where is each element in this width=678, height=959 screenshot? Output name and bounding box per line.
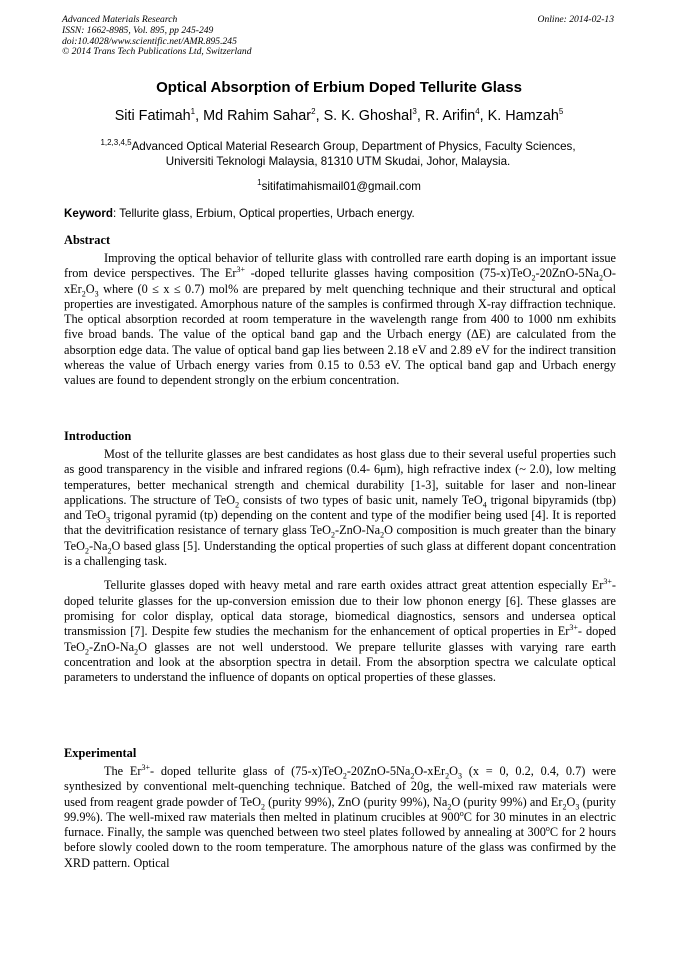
introduction-paragraph-1: Most of the tellurite glasses are best candidates as host glass due to their several useful properties such as good transparency in the visible and infrared regions (0.4- 6μm), high refractive index (~ 2.0), low melting temperatures, better mechanical strength and chemical durability [1-3], suitable for laser and non-linear applications. The structure of TeO$_2$ consists of two types of basic unit, namely TeO$_4$ trigonal bipyramids (tbp) and TeO$_3$ trigonal pyramid (tp) depending on the content and type of the modifier being used [4]. It is reported that the devitrification resistance of ternary glass $TeO_2-ZnO-Na_2O$ composition is much greater than the binary $TeO_2-Na_2O$ based glass [5]. Understanding the optical properties of such glass at different dopant concentration is a challenging task.	[64, 447, 616, 569]
author-name: Md Rahim Sahar	[203, 108, 312, 124]
online-date: Online: 2014-02-13	[537, 14, 614, 25]
issn-line: ISSN: 1662-8985, Vol. 895, pp 245-249	[62, 24, 214, 36]
author-sup: 2	[311, 107, 316, 117]
affiliation-line-1: Advanced Optical Material Research Group, Department of Physics, Faculty Sciences,	[131, 140, 576, 153]
experimental-paragraph: The $Er^{3+}-$ doped tellurite glass of $(75-x)TeO_2-20ZnO-5Na_2O-xEr_2O_3$ (x = 0, 0.2, 0.4, 0.7) were synthesized by conventional melt-quenching technique. Batched of 20g, the well-mixed raw materials were used from reagent grade powder of TeO$_2$ (purity 99%), ZnO (purity 99%), $Na_2O$ (purity 99%) and $Er_2O_3$ (purity 99.9%). The well-mixed raw materials then melted in platinum crucibles at 900$^o$C for 30 minutes in an electric furnace. Finally, the sample was quenched between two steel plates followed by annealing at 300$^o$C for 2 hours before slowly cooled down to the room temperature. The amorphous nature of the glass was confirmed by the XRD pattern. Optical	[64, 762, 617, 870]
keywords	[64, 207, 616, 220]
author-sup: 5	[558, 107, 564, 117]
author-list: Siti Fatimah$^1$, Md Rahim Sahar$^2$, S. K. Ghoshal$^3$, R. Arifin$^4$, K. Hamzah$^5$	[114, 107, 564, 124]
author-name: Siti Fatimah	[114, 108, 191, 124]
abstract-paragraph: Improving the optical behavior of tellurite glass with controlled rare earth doping is an important issue from device perspectives. The $Er^{3+}$ -doped tellurite glasses having composition $(75-x)TeO_2-20ZnO-5Na_2O-xEr_2O_3$ where (0 ≤ x ≤ 0.7) mol% are prepared by melt quenching technique and their structural and optical properties are investigated. Amorphous nature of the samples is confirmed through X-ray diffraction technique. The optical absorption recorded at room temperature in the wavelength range from 400 to 1000 nm exhibits five broad bands. The value of the optical band gap and the Urbach energy (ΔE) are calculated from the absorption edge data. The value of optical band gap lies between 2.18 eV and 2.89 eV for the indirect transition whereas the value of Urbach energy varies from 0.15 to 0.53 eV. The optical band gap and Urbach energy values are found to dependent strongly on the erbium concentration.	[64, 251, 616, 388]
introduction-section	[64, 429, 616, 685]
author-name: S. K. Ghoshal	[323, 108, 413, 124]
email-address[interactable]: sitifatimahismail01@gmail.com	[261, 180, 421, 193]
keyword-label: Keyword	[64, 207, 113, 220]
copyright-line: © 2014 Trans Tech Publications Ltd, Switzerland	[62, 46, 252, 58]
doi-line: doi:10.4028/www.scientific.net/AMR.895.245	[62, 35, 237, 47]
section-heading-experimental: Experimental	[64, 746, 137, 760]
experimental-section	[64, 746, 616, 871]
section-heading-abstract: Abstract	[64, 233, 111, 247]
author-email	[0, 180, 678, 193]
paper-title: Optical Absorption of Erbium Doped Tellurite Glass	[156, 79, 522, 96]
section-heading-introduction: Introduction	[64, 429, 132, 443]
author-sup: 3	[412, 107, 417, 117]
affiliation-line-2: Universiti Teknologi Malaysia, 81310 UTM Skudai, Johor, Malaysia.	[165, 155, 511, 168]
affiliation-sup: 1,2,3,4,5	[100, 138, 132, 148]
journal-header	[62, 15, 614, 58]
journal-name: Advanced Materials Research	[62, 14, 178, 25]
email-sup: 1	[257, 178, 262, 188]
author-sup: 1	[190, 107, 196, 117]
introduction-paragraph-2: Tellurite glasses doped with heavy metal and rare earth oxides attract great attention especially $Er^{3+}-$ doped telurite glasses for the up-conversion emission due to their low phonon energy [6]. These glasses are promising for color display, optical data storage, biomedical diagnostics, sensors and undersea optical transmission [7]. Despite few studies the mechanism for the enhancement of optical properties in $Er^{3+}-$ doped $TeO_2-ZnO-Na_2O$ glasses are not well understood. We prepare tellurite glasses with varying rare earth concentration and look at the absorption spectra in detail. From the absorption spectra we calculate optical parameters to understand the influence of dopants on optical properties of these glasses.	[64, 577, 616, 685]
author-name: R. Arifin	[424, 108, 476, 124]
keyword-text: : Tellurite glass, Erbium, Optical properties, Urbach energy.	[112, 207, 415, 220]
abstract-section	[64, 233, 616, 389]
author-sup: 4	[475, 107, 480, 117]
author-name: K. Hamzah	[487, 108, 559, 124]
affiliation	[62, 139, 614, 169]
